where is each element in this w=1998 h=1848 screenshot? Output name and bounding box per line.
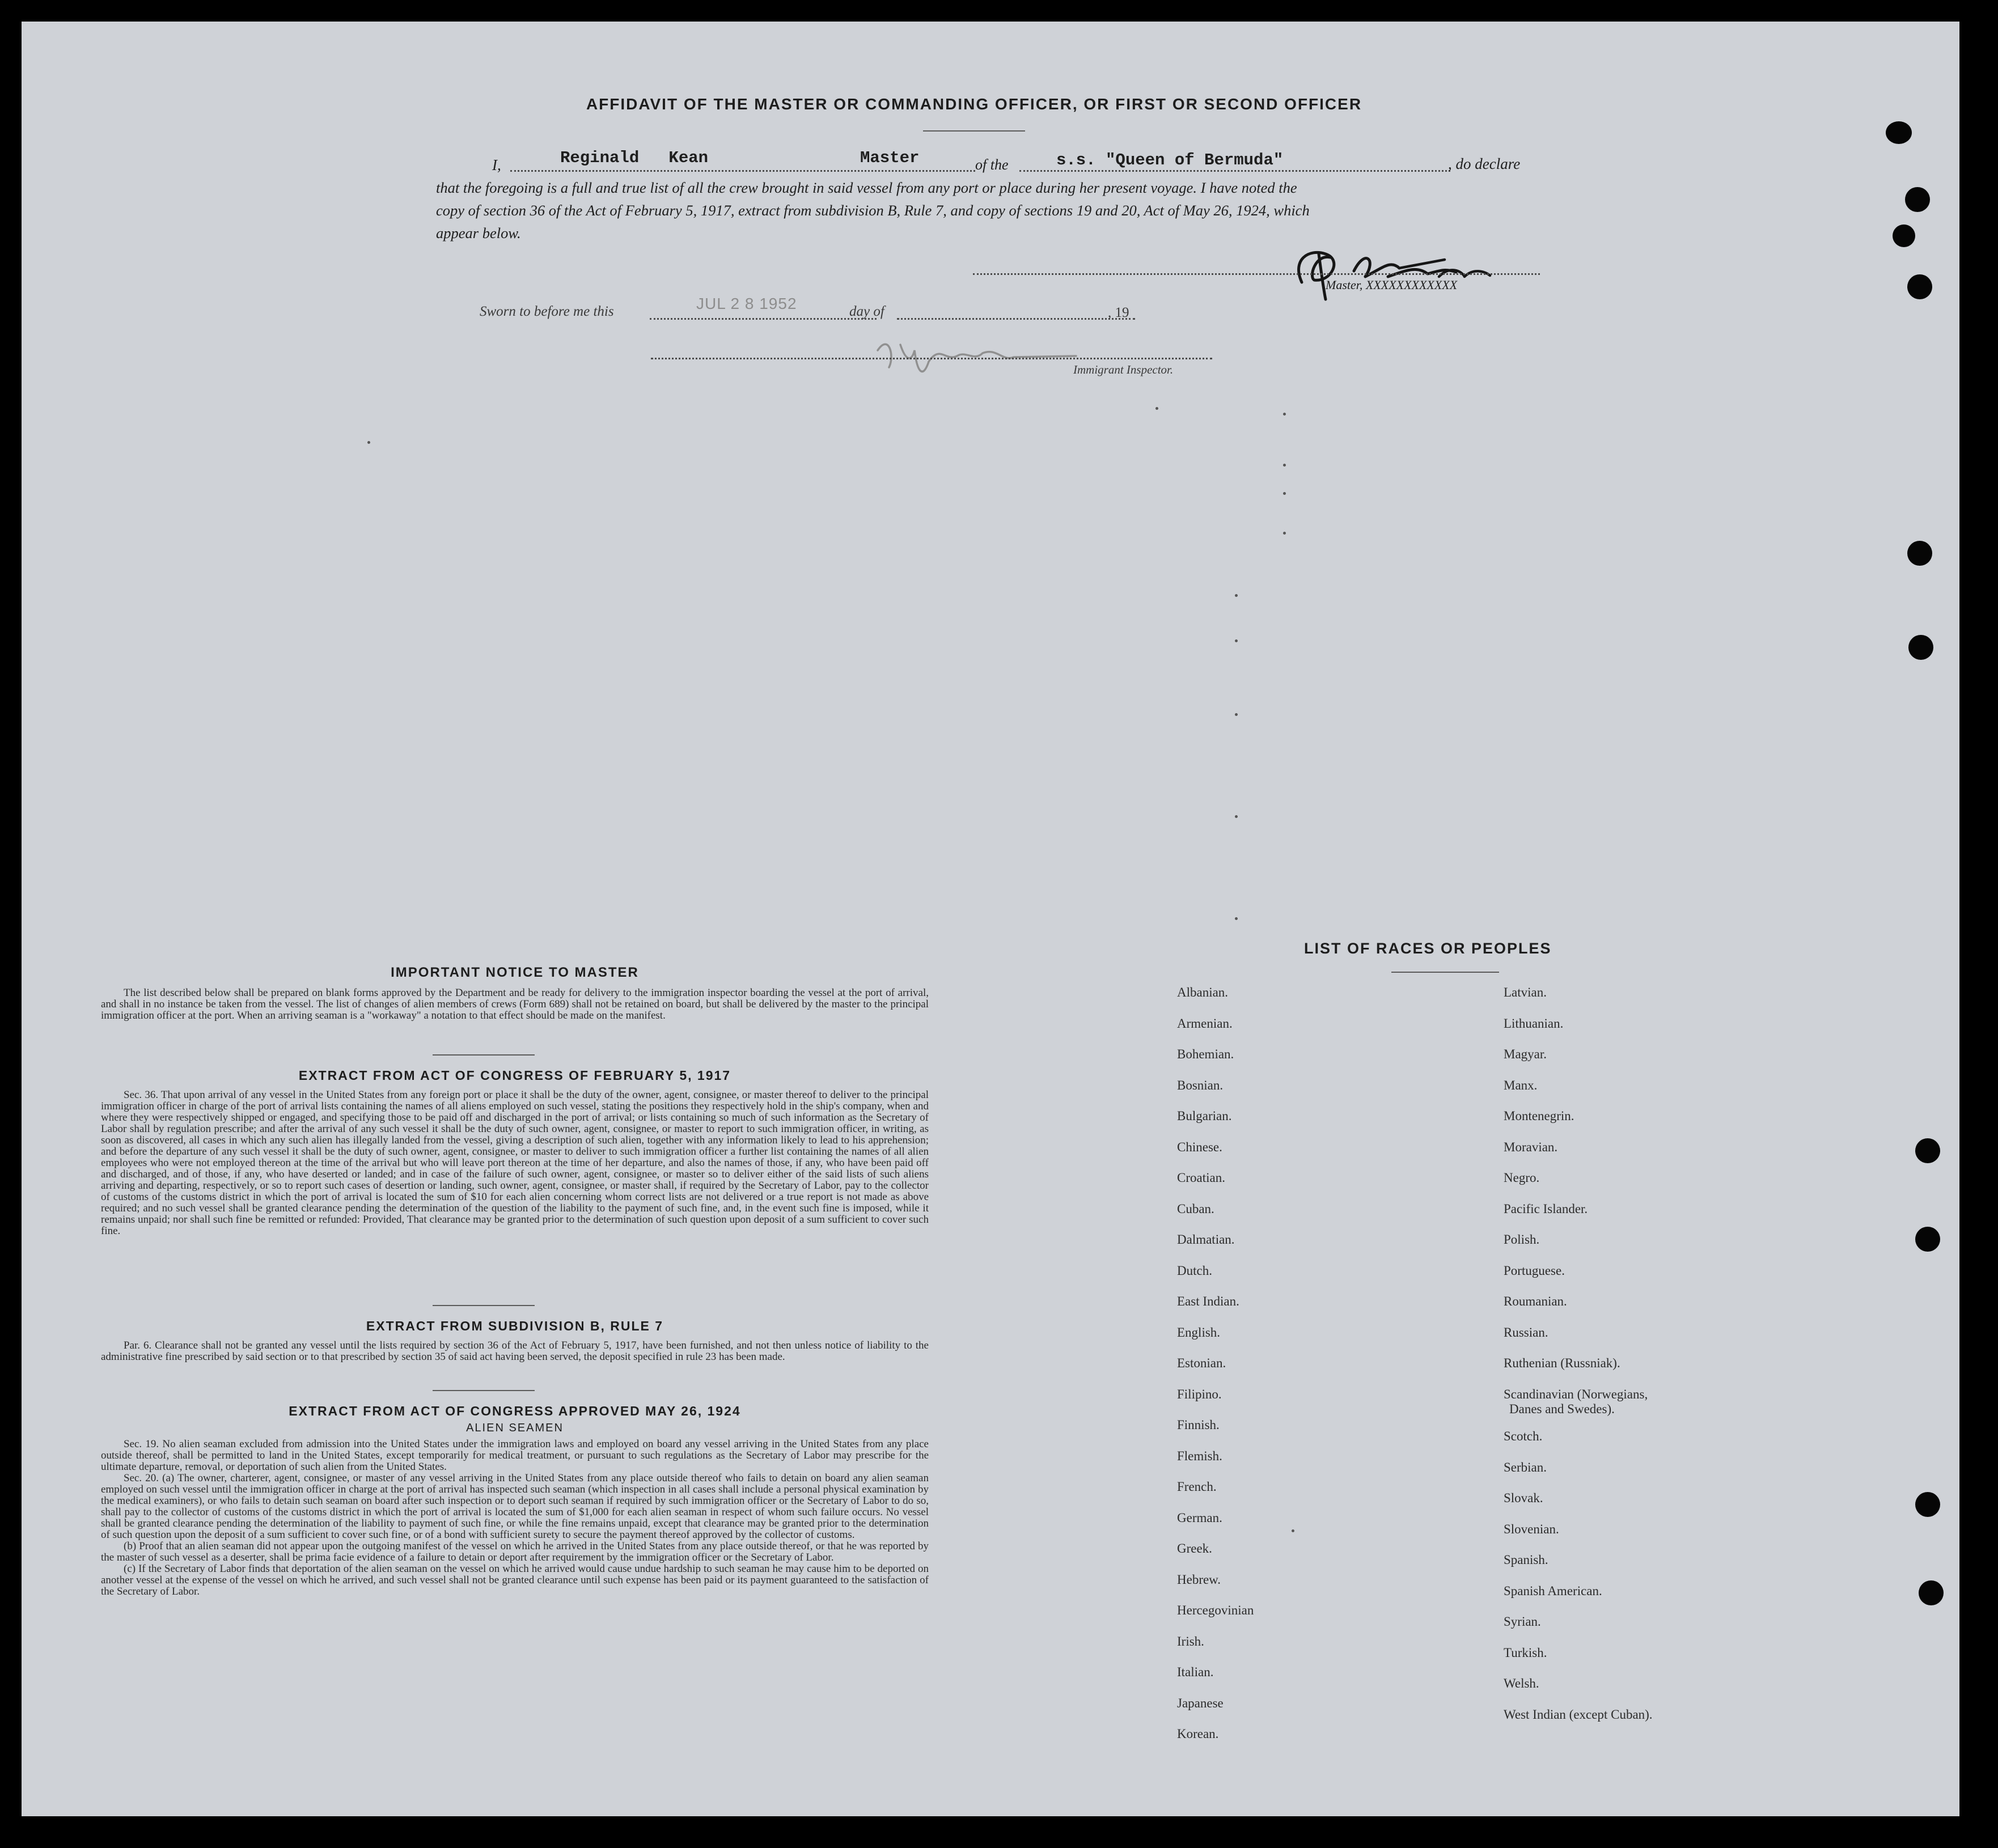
section-20b-text: (b) Proof that an alien seaman did not appear upon the outgoing manifest of the vessel on which he arrived in the United States from any place outside thereof, or that he was reported by the master of such vessel as a deserter, shall be prima facie evidence of a failure to detain or deport after requirement by the immigration officer or the Secretary of Labor. [101, 1540, 929, 1563]
day-of-label: day of [849, 304, 884, 319]
race-item: Bohemian. [1177, 1047, 1234, 1061]
race-item: Finnish. [1177, 1418, 1220, 1432]
extract-1924-body [101, 1439, 929, 1597]
race-item: West Indian (except Cuban). [1504, 1707, 1653, 1722]
name-fill-line [510, 170, 975, 172]
inspector-line [651, 358, 1212, 359]
notice-heading: IMPORTANT NOTICE TO MASTER [391, 965, 639, 980]
extract-1917-body [101, 1090, 929, 1237]
race-item: Manx. [1504, 1078, 1538, 1092]
binder-hole [1919, 1580, 1944, 1605]
race-item: Serbian. [1504, 1460, 1547, 1474]
race-item: Polish. [1504, 1232, 1540, 1247]
pronoun-label: I, [492, 156, 501, 173]
race-item: Latvian. [1504, 985, 1547, 999]
race-item: Dutch. [1177, 1263, 1212, 1278]
race-item: Bulgarian. [1177, 1109, 1232, 1123]
master-rank: Master [860, 149, 920, 167]
rule7-paragraph: Par. 6. Clearance shall not be granted any vessel until the lists required by section 36 of the Act of February 5, 1917, have been furnished, and not then unless notice of liability to the administrative fine prescribed by said section or to that prescribed by section 35 of said act having been served, the deposit specified in rule 23 has been made. [101, 1340, 929, 1363]
race-item: Irish. [1177, 1634, 1204, 1648]
binder-hole [1915, 1492, 1940, 1517]
signature-caption: Master, XXXXXXXXXXXX [1326, 278, 1458, 292]
declaration-line-2: that the foregoing is a full and true list of all the crew brought in said vessel from any port or place during her present voyage. I have noted the [436, 179, 1297, 196]
race-item: Slovenian. [1504, 1521, 1559, 1536]
races-divider [1391, 972, 1499, 973]
notice-text [101, 987, 929, 1022]
race-item: English. [1177, 1325, 1221, 1340]
race-item: Roumanian. [1504, 1294, 1567, 1308]
race-item: Estonian. [1177, 1356, 1226, 1370]
race-item: Spanish American. [1504, 1583, 1602, 1598]
notice-paragraph: The list described below shall be prepared on blank forms approved by the Department and be ready for delivery to the immigration inspector boarding the vessel at the port of arrival, and shall in no instance be taken from the vessel. The list of changes of alien members of crews (Form 689) shall not be retained on board, but shall be delivered by the master to the principal immigration officer at the port. When an arriving seaman is a "workaway" a notation to that effect should be made on the manifest. [101, 987, 929, 1022]
race-item: Pacific Islander. [1504, 1201, 1588, 1216]
binder-hole [1915, 1227, 1940, 1252]
race-item: Scandinavian (Norwegians, [1504, 1387, 1648, 1401]
scan-speck [1155, 407, 1158, 410]
scan-speck [1235, 815, 1238, 818]
race-item: Negro. [1504, 1171, 1540, 1185]
scan-speck [1235, 639, 1238, 642]
race-item: Syrian. [1504, 1614, 1541, 1629]
month-fill-line [897, 318, 1135, 320]
extract-rule7-body [101, 1340, 929, 1363]
scan-speck [1235, 917, 1238, 920]
race-item: Moravian. [1504, 1139, 1558, 1154]
race-item: Montenegrin. [1504, 1109, 1574, 1123]
race-item: East Indian. [1177, 1294, 1239, 1308]
scan-speck [1235, 594, 1238, 597]
do-declare-label: , do declare [1448, 155, 1521, 172]
affidavit-title: AFFIDAVIT OF THE MASTER OR COMMANDING OFFICER, OR FIRST OR SECOND OFFICER [586, 95, 1362, 113]
race-item: Portuguese. [1504, 1263, 1565, 1278]
sworn-prefix: Sworn to before me this [480, 304, 614, 319]
section-19-text: Sec. 19. No alien seaman excluded from admission into the United States under the immigration laws and employed on board any vessel arriving in the United States from any place outside thereof, shall be permitted to land in the United States, except temporarily for medical treatment, or pursuant to such regulations as the Secretary of Labor may prescribe for the ultimate departure, removal, or deportation of such alien from the United States. [101, 1438, 929, 1473]
notice-divider [433, 1054, 535, 1056]
master-name: Reginald Kean [560, 149, 709, 167]
signature-line [973, 273, 1540, 275]
race-item: Welsh. [1504, 1676, 1539, 1690]
binder-hole [1886, 121, 1912, 144]
race-item: Italian. [1177, 1665, 1214, 1679]
race-item: French. [1177, 1480, 1217, 1494]
binder-hole [1907, 541, 1932, 566]
race-item: Hercegovinian [1177, 1603, 1254, 1617]
of-the-label: of the [975, 156, 1009, 173]
race-item: Lithuanian. [1504, 1016, 1564, 1031]
sworn-date-line [650, 318, 877, 320]
section-20a-text: Sec. 20. (a) The owner, charterer, agent, consignee, or master of any vessel arriving in the United States from any place outside thereof who fails to detain on board any alien seaman employed on such vessel until the immigration officer in charge at the port of arrival has inspected such seaman (which inspection in all cases shall include a personal physical examination by the medical examiners), or who fails to detain such seaman on board after such inspection or to deport such seaman if required by such immigration officer or the Secretary of Labor to do so, shall pay to the collector of customs of the customs district in which the port of arrival is located the sum of $1,000 for each alien seaman in respect of whom such failure occurs. No vessel shall be granted clearance pending the determination of the liability to payment of such fine, or while the fine remains unpaid, except that clearance may be granted prior to the determination of such question upon the deposit of a sum sufficient to cover such fine, or of a bond with sufficient surety to secure the payment thereof approved by the collector of customs. [101, 1472, 929, 1541]
race-item: Bosnian. [1177, 1078, 1224, 1092]
vessel-fill-line [1019, 170, 1450, 172]
race-item: Scotch. [1504, 1429, 1543, 1443]
race-item: Slovak. [1504, 1491, 1543, 1505]
races-heading: LIST OF RACES OR PEOPLES [1304, 940, 1552, 957]
race-item: Ruthenian (Russniak). [1504, 1356, 1620, 1370]
race-item: Russian. [1504, 1325, 1548, 1340]
scan-speck [1292, 1529, 1294, 1532]
binder-hole [1908, 635, 1933, 660]
scan-speck [1283, 413, 1286, 416]
race-item: Korean. [1177, 1727, 1219, 1741]
binder-hole [1893, 224, 1915, 247]
race-item: Armenian. [1177, 1016, 1233, 1031]
binder-hole [1915, 1138, 1940, 1163]
extract-1917-divider [433, 1305, 535, 1306]
race-item: Turkish. [1504, 1645, 1547, 1660]
race-item: Filipino. [1177, 1387, 1222, 1401]
race-item: Croatian. [1177, 1171, 1225, 1185]
race-item: Flemish. [1177, 1448, 1222, 1463]
scan-speck [367, 441, 370, 444]
document-page [22, 22, 1959, 1816]
section-36-text: Sec. 36. That upon arrival of any vessel in the United States from any foreign port or place it shall be the duty of the owner, agent, consignee, or master thereof to deliver to the principal immigration officer in charge of the port of arrival lists containing the names of all aliens employed on such vessel, stating the positions they respectively hold in the ship's company, when and where they were respectively shipped or engaged, and specifying those to be paid off and discharged in the port of arrival; or lists containing so much of such information as the Secretary of Labor shall by regulation prescribe; and after the arrival of any such vessel it shall be the duty of such owner, agent, consignee, or master to report to such immigration officer, in writing, as soon as discovered, all cases in which any such alien has illegally landed from the vessel, giving a description of such alien, together with any information likely to lead to his apprehension; and before the departure of any such vessel it shall be the duty of such owner, agent, consignee, or master to deliver to such immigration officer a further list containing the names of all alien employees who were not employed thereon at the time of the arrival but who will leave port thereon at the time of her departure, and also the names of those, if any, who have been paid off and discharged, and of those, if any, who have deserted or landed; and in case of the failure of such owner, agent, consignee, or master so to deliver either of the said lists of such aliens arriving and departing, respectively, or so to report such cases of desertion or landing, such owner, agent, consignee, or master shall, if required by the Secretary of Labor, pay to the collector of customs of the customs district in which the port of arrival is located the sum of $10 for each alien concerning whom correct lists are not delivered or a true report is not made as above required; and no such vessel shall be granted clearance pending the determination of the question of the liability to the payment of such fine, and, in the event such fine is imposed, while it remains unpaid; nor shall such fine be remitted or refunded: Provided, That clearance may be granted prior to the determination of such question upon deposit of a sum sufficient to cover such fine. [101, 1089, 929, 1237]
race-item: German. [1177, 1510, 1222, 1525]
race-item: Greek. [1177, 1541, 1212, 1555]
race-item: Albanian. [1177, 985, 1229, 999]
sworn-date-stamp: JUL 2 8 1952 [696, 295, 797, 312]
title-divider [923, 130, 1025, 132]
declaration-line-4: appear below. [436, 224, 521, 241]
race-item: Danes and Swedes). [1509, 1401, 1615, 1416]
race-item: Dalmatian. [1177, 1232, 1235, 1247]
extract-rule7-heading: EXTRACT FROM SUBDIVISION B, RULE 7 [366, 1319, 664, 1333]
race-item: Magyar. [1504, 1047, 1547, 1061]
binder-hole [1905, 187, 1930, 212]
scan-speck [1283, 532, 1286, 535]
alien-seamen-subheading: ALIEN SEAMEN [466, 1422, 564, 1434]
race-item: Hebrew. [1177, 1572, 1221, 1587]
scan-speck [1283, 464, 1286, 467]
race-item: Cuban. [1177, 1201, 1214, 1216]
binder-hole [1907, 274, 1932, 299]
extract-rule7-divider [433, 1390, 535, 1391]
declaration-line-3: copy of section 36 of the Act of February 5, 1917, extract from subdivision B, Rule 7, and copy of sections 19 and 20, Act of May 26, 1924, which [436, 202, 1310, 219]
extract-1924-heading: EXTRACT FROM ACT OF CONGRESS APPROVED MAY 26, 1924 [289, 1404, 741, 1418]
race-item: Chinese. [1177, 1139, 1222, 1154]
race-item: Spanish. [1504, 1553, 1548, 1567]
vessel-name: s.s. "Queen of Bermuda" [1056, 151, 1284, 169]
race-item: Japanese [1177, 1696, 1224, 1710]
extract-1917-heading: EXTRACT FROM ACT OF CONGRESS OF FEBRUARY 5, 1917 [298, 1068, 731, 1083]
scan-speck [1283, 492, 1286, 495]
year-prefix: , 19 [1108, 305, 1129, 320]
section-20c-text: (c) If the Secretary of Labor finds that deportation of the alien seaman on the vessel on which he arrived would cause undue hardship to such seaman he may cause him to be deported on another vessel at the expense of the vessel on which he arrived, and such vessel shall not be granted clearance until such expense has been paid or its payment guaranteed to the satisfaction of the Secretary of Labor. [101, 1563, 929, 1597]
scan-speck [1235, 713, 1238, 716]
inspector-caption: Immigrant Inspector. [1073, 363, 1174, 376]
